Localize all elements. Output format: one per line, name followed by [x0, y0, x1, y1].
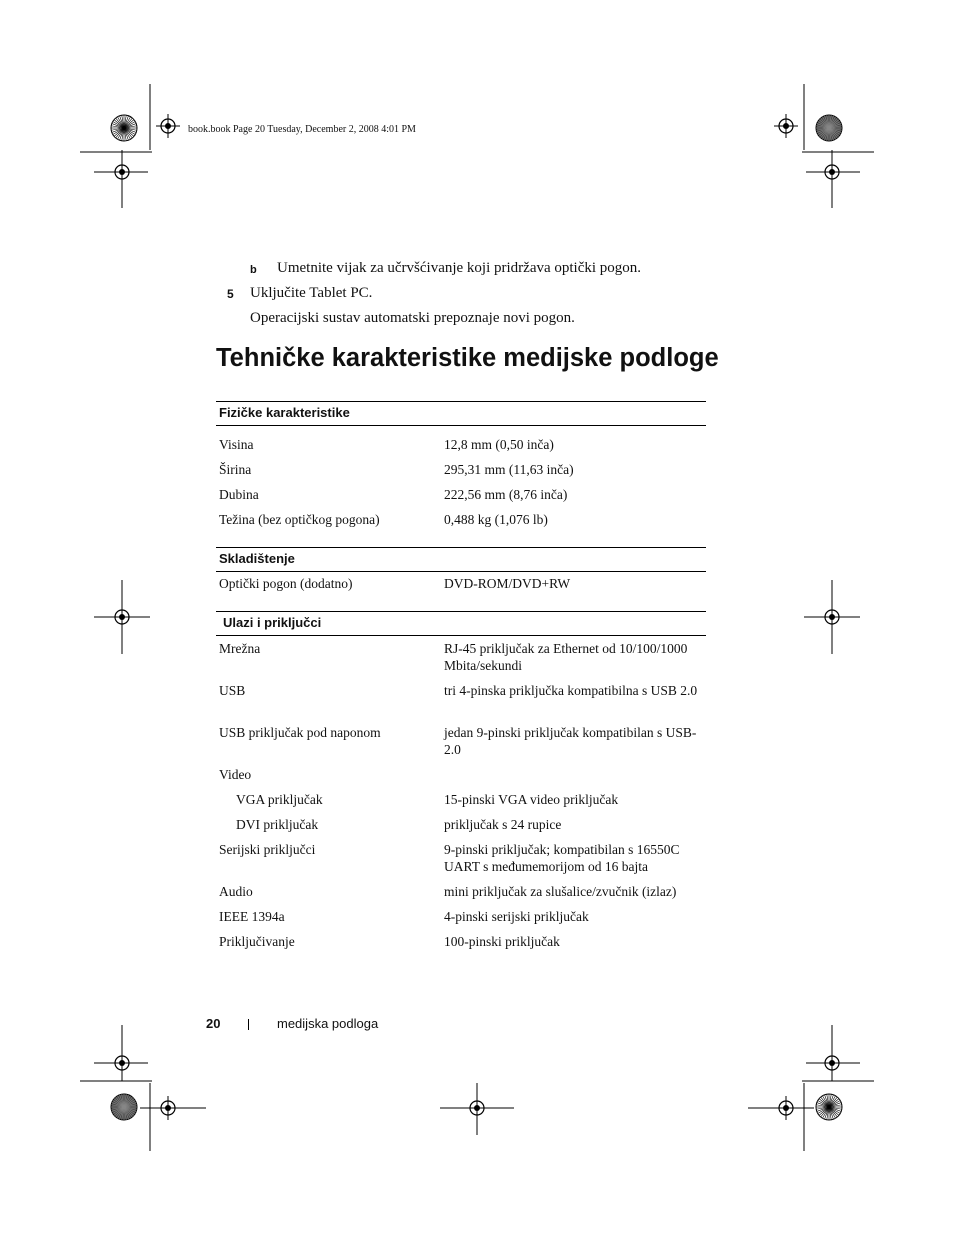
spec-label: DVI priključak: [236, 817, 319, 832]
spec-row: [216, 908, 706, 933]
spec-value: RJ-45 priključak za Ethernet od 10/100/1000 Mbita/sekundi: [444, 641, 688, 673]
spec-value: jedan 9-pinski priključak kompatibilan s USB-2.0: [444, 725, 697, 757]
spec-label: Visina: [219, 437, 254, 452]
section-heading: Ulazi i priključci: [216, 611, 706, 636]
section-heading: Fizičke karakteristike: [216, 401, 706, 426]
spec-row: [216, 575, 706, 600]
spec-value: 222,56 mm (8,76 inča): [444, 487, 568, 502]
spec-value: 0,488 kg (1,076 lb): [444, 512, 548, 527]
page-number: 20: [206, 1016, 221, 1031]
spec-label: USB priključak pod naponom: [219, 725, 381, 740]
print-file-info: book.book Page 20 Tuesday, December 2, 2008 4:01 PM: [188, 124, 416, 135]
spec-value: 12,8 mm (0,50 inča): [444, 437, 554, 452]
spec-label: Audio: [219, 884, 253, 899]
spec-label: USB: [219, 683, 246, 698]
spec-value: 295,31 mm (11,63 inča): [444, 462, 574, 477]
page-title: Tehničke karakteristike medijske podloge: [216, 344, 719, 372]
spec-section: [216, 401, 706, 536]
step-note: Operacijski sustav automatski prepoznaje novi pogon.: [250, 310, 575, 326]
substep-marker: b: [250, 264, 257, 276]
spec-row: [216, 461, 706, 486]
section-heading: Skladištenje: [216, 547, 706, 572]
spec-label: VGA priključak: [236, 792, 323, 807]
spec-label: Serijski priključci: [219, 842, 316, 857]
step-number: 5: [227, 287, 234, 301]
spec-value: 100-pinski priključak: [444, 934, 560, 949]
spec-row: [216, 883, 706, 908]
spec-label: Optički pogon (dodatno): [219, 576, 353, 591]
specifications-table: [216, 401, 706, 958]
substep-text: Umetnite vijak za učrvšćivanje koji pridržava optički pogon.: [277, 260, 642, 276]
spec-value: 15-pinski VGA video priključak: [444, 792, 619, 807]
spec-row: [216, 511, 706, 536]
spec-label: Dubina: [219, 487, 259, 502]
footer-section-name: medijska podloga: [277, 1016, 379, 1031]
spec-section: [216, 611, 706, 958]
spec-value: priključak s 24 rupice: [444, 817, 562, 832]
step-text: Uključite Tablet PC.: [250, 285, 373, 301]
spec-section: [216, 547, 706, 600]
spec-row: [216, 640, 706, 682]
spec-row: [216, 766, 706, 791]
spec-value: tri 4-pinska priključka kompatibilna s USB 2.0: [444, 683, 698, 698]
spec-row: [216, 841, 706, 883]
spec-row: [216, 724, 706, 766]
spec-row: [216, 436, 706, 461]
spec-row: [216, 816, 706, 841]
spec-value: 9-pinski priključak; kompatibilan s 16550C UART s međumemorijom od 16 bajta: [444, 842, 680, 874]
spec-row: [216, 682, 706, 724]
spec-row: [216, 486, 706, 511]
spec-label: Priključivanje: [219, 934, 295, 949]
spec-value: DVD-ROM/DVD+RW: [444, 576, 571, 591]
spec-row: [216, 791, 706, 816]
spec-label: Video: [219, 767, 252, 782]
spec-value: 4-pinski serijski priključak: [444, 909, 589, 924]
spec-label: Mrežna: [219, 641, 261, 656]
spec-label: Širina: [219, 462, 252, 477]
spec-row: [216, 933, 706, 958]
spec-value: mini priključak za slušalice/zvučnik (izlaz): [444, 884, 677, 899]
footer-divider: [248, 1019, 249, 1030]
spec-label: Težina (bez optičkog pogona): [219, 512, 380, 527]
spec-label: IEEE 1394a: [219, 909, 285, 924]
